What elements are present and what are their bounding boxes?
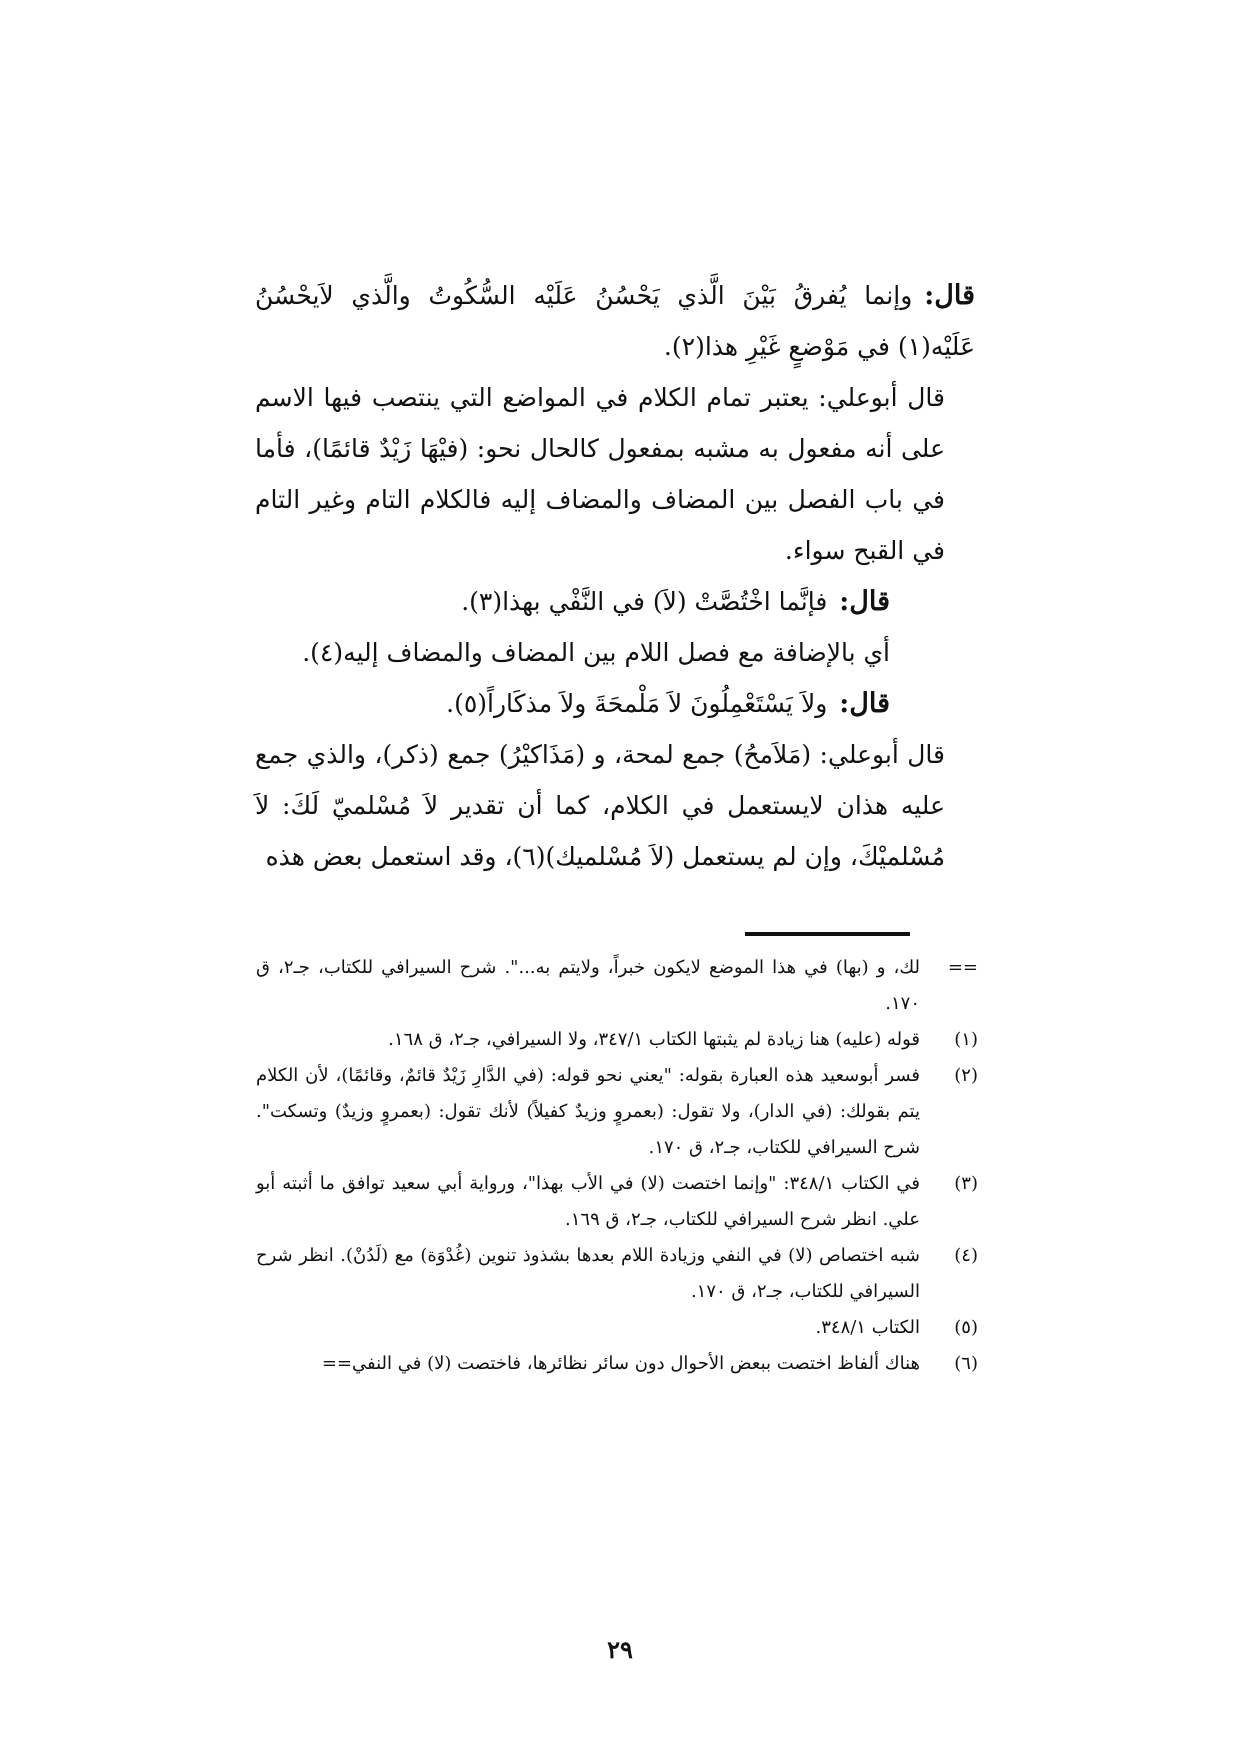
paragraph-6: قال أبوعلي: (مَلاَمحُ) جمع لمحة، و (مَذَاكيْرُ) جمع (ذكر)، والذي جمع عليه هذان لايستعمل في الكلام، كما أن تقدير لاَ مُسْلميّ لَكَ: لاَ مُسْلميْكَ، وإن لم يستعمل (لاَ مُسْلميك)(٦)، وقد استعمل بعض هذه — [255, 740, 945, 871]
paragraph-1 — [255, 270, 975, 372]
footnote-text: قوله (عليه) هنا زيادة لم يثبتها الكتاب ٣٤٧/١، ولا السيرافي، جـ٢، ق ١٦٨. — [388, 1029, 920, 1050]
footnote-separator — [745, 932, 910, 936]
speaker-label: قال: — [839, 586, 890, 617]
footnote-5 — [256, 1310, 978, 1346]
paragraph-4: أي بالإضافة مع فصل اللام بين المضاف والمضاف إليه(٤). — [302, 638, 890, 667]
footnote-number: (٣) — [954, 1173, 978, 1194]
footnote-text: لك، و (بها) في هذا الموضع لايكون خبراً، ولايتم به...". شرح السيرافي للكتاب، جـ٢، ق ١٧٠. — [256, 957, 920, 1014]
footnote-continuation — [256, 950, 978, 1022]
paragraph-3 — [255, 576, 975, 627]
footnote-marker: == — [947, 957, 978, 978]
footnote-text: الكتاب ٣٤٨/١. — [815, 1317, 920, 1338]
paragraph-text: وإنما يُفرقُ بَيْنَ الَّذي يَحْسُنُ عَلَيْه السُّكُوتُ والَّذي لاَيحْسُنُ عَلَيْه(١) في مَوْضعٍ غَيْرِ هذا(٢). — [255, 281, 975, 361]
footnote-1 — [256, 1022, 978, 1058]
footnote-2 — [256, 1058, 978, 1166]
footnote-text: في الكتاب ٣٤٨/١: "وإنما اختصت (لا) في الأب بهذا"، ورواية أبي سعيد توافق ما أثبته أبو علي. انظر شرح السيرافي للكتاب، جـ٢، ق ١٦٩. — [256, 1173, 921, 1230]
footnote-4 — [256, 1238, 978, 1310]
continuation-marker: == — [321, 1353, 352, 1374]
footnote-number: (٢) — [954, 1065, 978, 1086]
footnote-number: (١) — [954, 1029, 978, 1050]
footnote-text-body: هناك ألفاظ اختصت ببعض الأحوال دون سائر نظائرها، فاختصت (لا) في النفي — [352, 1353, 920, 1374]
speaker-label: قال: — [839, 688, 890, 719]
page-number: ٢٩ — [607, 1635, 633, 1664]
footnote-text: شبه اختصاص (لا) في النفي وزيادة اللام بعدها بشذوذ تنوين (غُدْوَة) مع (لَدُنْ). انظر شرح السيرافي للكتاب، جـ٢، ق ١٧٠. — [256, 1245, 920, 1302]
footnote-number: (٦) — [954, 1353, 978, 1374]
footnote-text: فسر أبوسعيد هذه العبارة بقوله: "يعني نحو قوله: (في الدَّارِ زَيْدٌ قائمٌ، وقائمًا)، لأن الكلام يتم بقولك: (في الدار)، ولا تقول: (بعمروٍ وزيدٌ كفيلاً) لأنك تقول: (بعمروٍ وزيدٌ) وتسكت". شرح السيرافي للكتاب، جـ٢، ق ١٧٠. — [256, 1065, 920, 1158]
paragraph-5 — [255, 678, 975, 729]
footnote-6 — [256, 1346, 978, 1382]
paragraph-text: ولاَ يَسْتَعْمِلُونَ لاَ مَلْمحَةَ ولاَ مذكَاراً(٥). — [446, 689, 828, 718]
paragraph-text: فإنَّما اخْتُصَّتْ (لاَ) في النَّفْي بهذا(٣). — [461, 587, 828, 616]
footnote-number: (٤) — [954, 1245, 978, 1266]
paragraph-2: قال أبوعلي: يعتبر تمام الكلام في المواضع التي ينتصب فيها الاسم على أنه مفعول به مشبه بمفعول كالحال نحو: (فيْهَا زَيْدٌ قائمًا)، فأما في باب الفصل بين المضاف والمضاف إليه فالكلام التام وغير التام في القبح سواء. — [255, 383, 945, 565]
footnote-number: (٥) — [954, 1317, 978, 1338]
footnote-text — [256, 1346, 920, 1382]
speaker-label: قال: — [924, 280, 975, 311]
footnote-3 — [256, 1166, 978, 1238]
main-text — [255, 270, 975, 882]
footnotes — [256, 950, 978, 1382]
